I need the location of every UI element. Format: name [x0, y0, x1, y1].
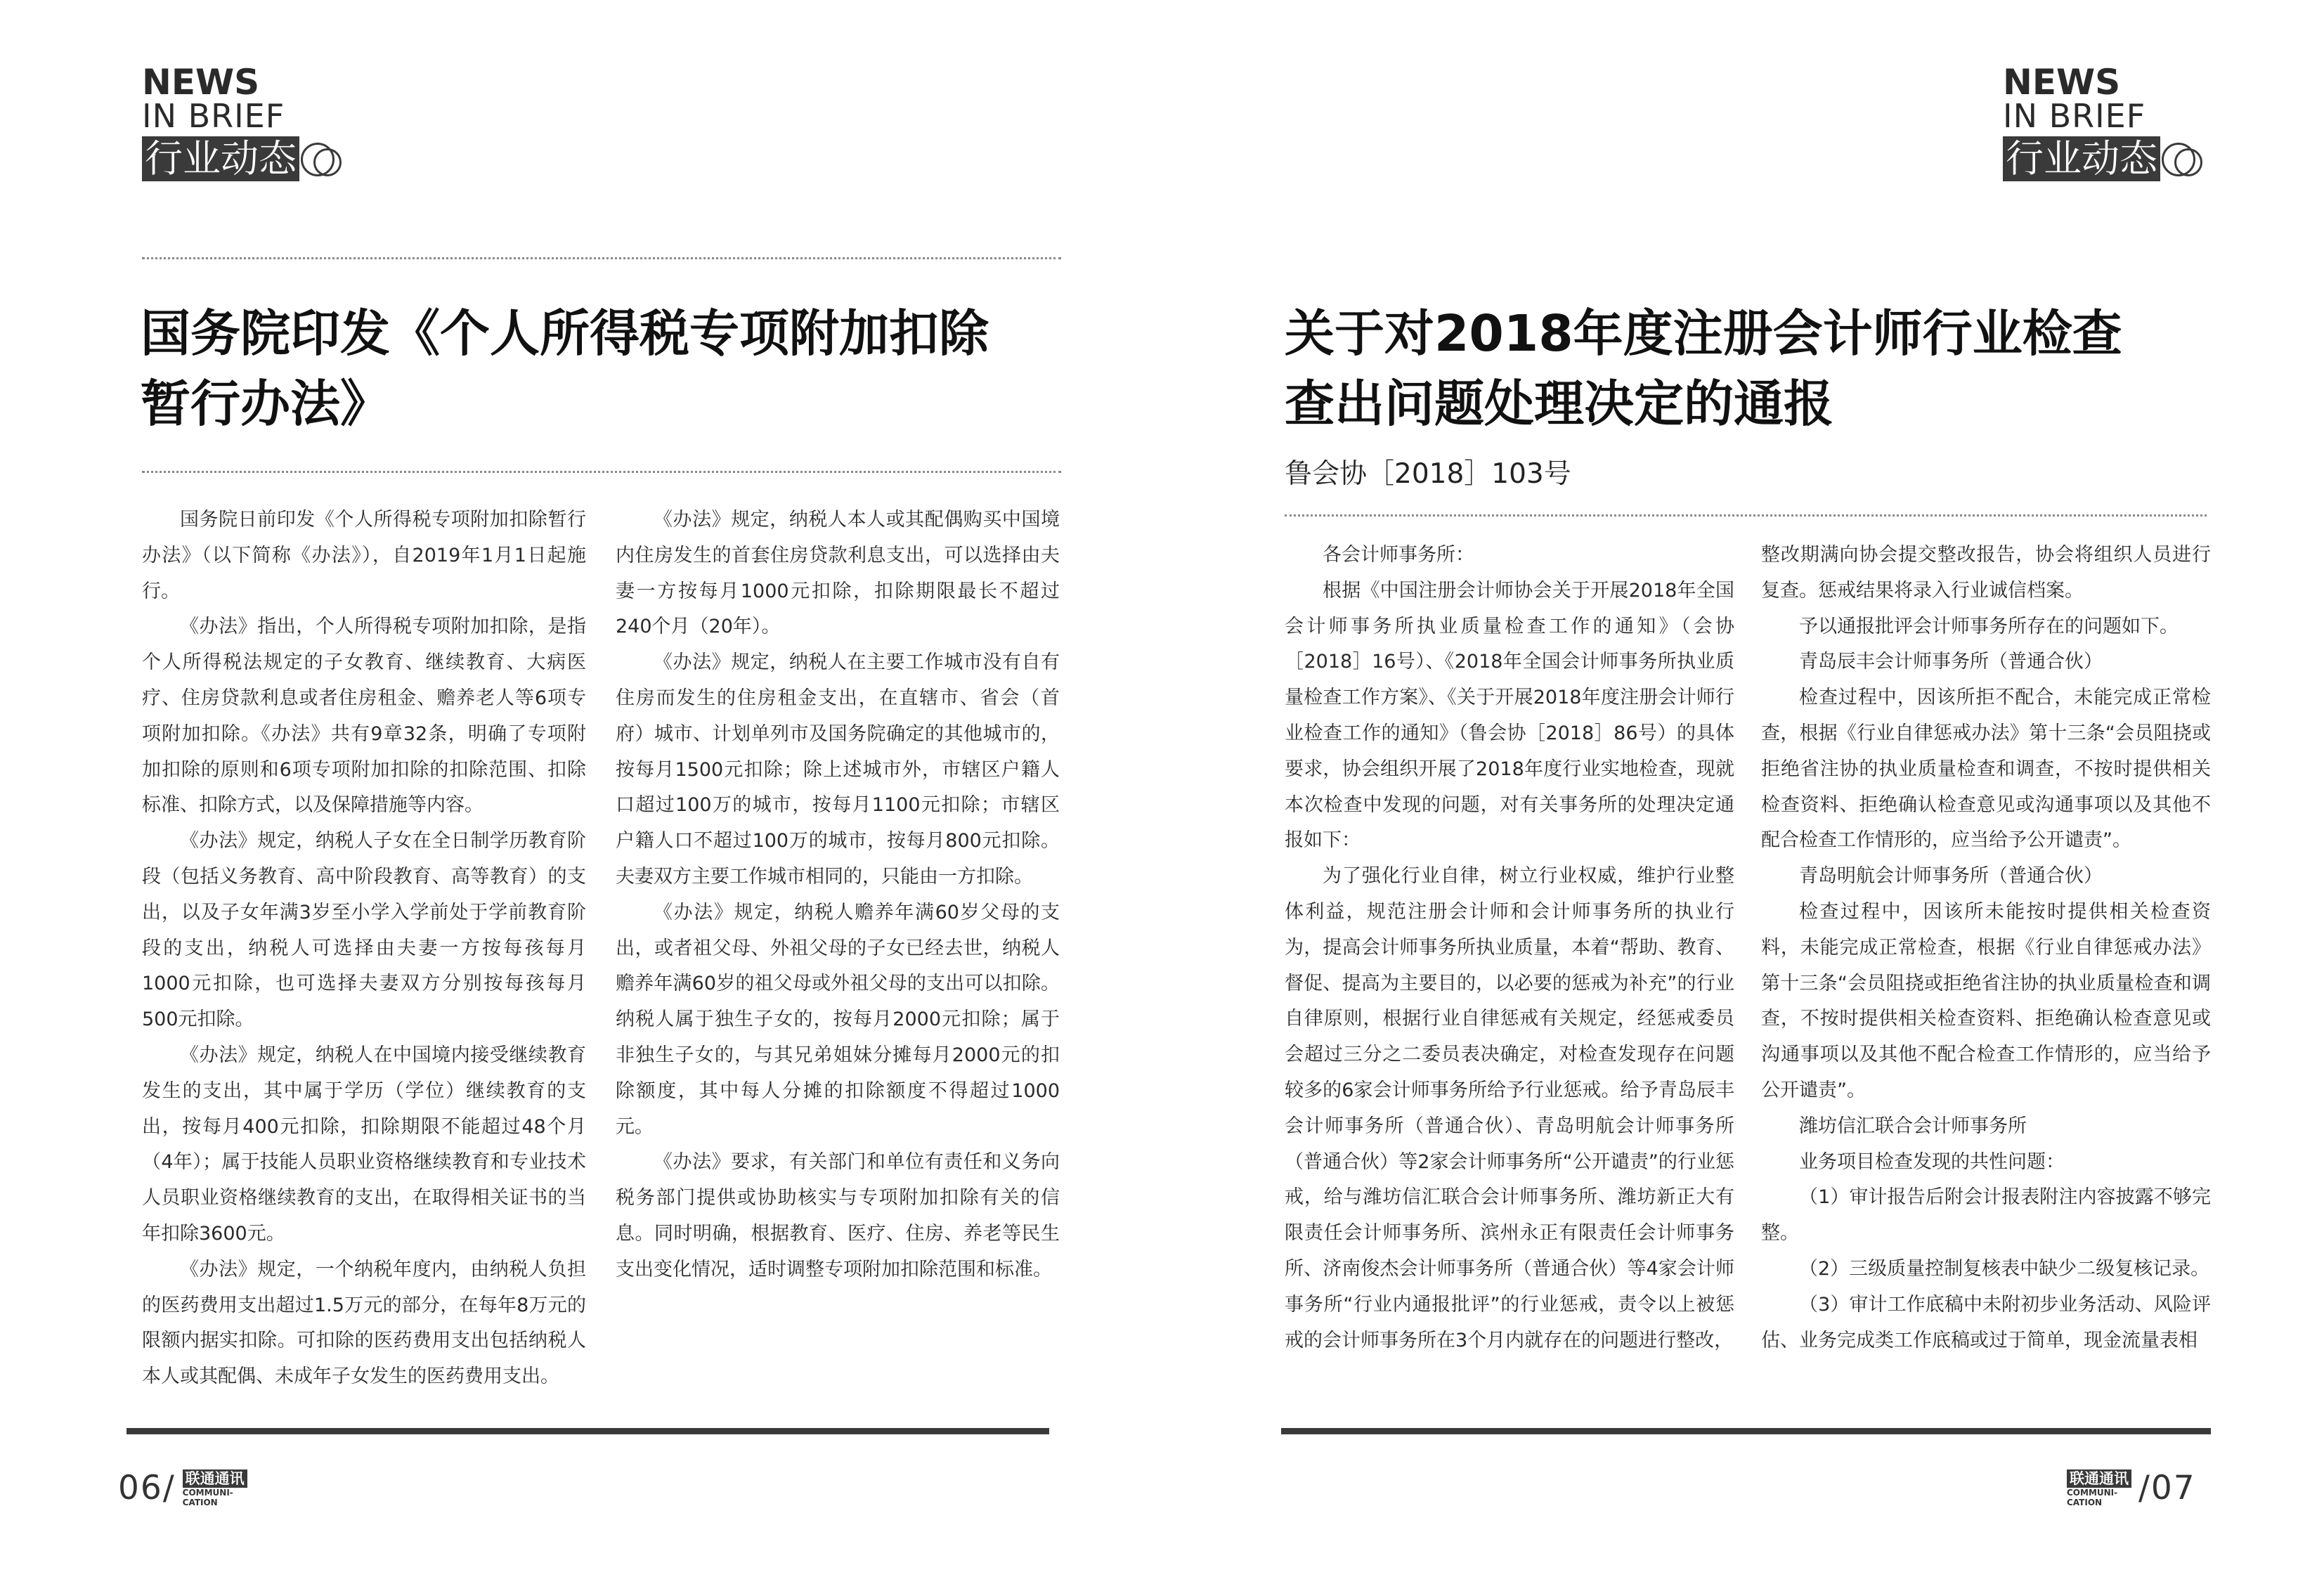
list-item: （2）三级质量控制复核表中缺少二级复核记录。 [1799, 1257, 2210, 1280]
dotted-divider [142, 471, 1061, 473]
page-number: 06/ [118, 1469, 176, 1507]
section-brand [2003, 62, 2202, 181]
footer-rule [1281, 1428, 2211, 1434]
brand-section-label: 行业动态 [142, 136, 299, 181]
title-line-2: 查出问题处理决定的通报 [1285, 375, 1834, 433]
body-column-2 [616, 502, 1060, 1288]
dotted-divider [142, 257, 1061, 259]
body-column-1 [1285, 538, 1734, 1358]
title-line-1: 关于对2018年度注册会计师行业检查 [1285, 304, 2122, 363]
title-line-2: 暂行办法》 [141, 375, 391, 433]
document-number: 鲁会协［2018］103号 [1285, 458, 1571, 490]
paragraph: 予以通报批评会计师事务所存在的问题如下。 [1799, 615, 2179, 637]
brand-in-brief: IN BRIEF [142, 97, 285, 135]
brand-news: NEWS [142, 62, 260, 103]
list-item: （3）审计工作底稿中未附初步业务活动、风险评估、业务完成类工作底稿或过于简单，现金流量表相 [1761, 1293, 2211, 1351]
paragraph: 《办法》规定，纳税人在中国境内接受继续教育发生的支出，其中属于学历（学位）继续教育的支出，按每月400元扣除，扣除期限不能超过48个月（4年）；属于技能人员职业资格继续教育和专业技术人员职业资格继续教育的支出，在取得相关证书的当年扣除3600元。 [142, 1044, 586, 1245]
brand-in-brief: IN BRIEF [2003, 97, 2146, 135]
title-line-1: 国务院印发《个人所得税专项附加扣除 [141, 304, 989, 363]
paragraph: 《办法》规定，纳税人在主要工作城市没有自有住房而发生的住房租金支出，在直辖市、省会（首府）城市、计划单列市及国务院确定的其他城市的，按每月1500元扣除；除上述城市外，市辖区户籍人口超过100万的城市，按每月1100元扣除；市辖区户籍人口不超过100万的城市，按每月800元扣除。夫妻双方主要工作城市相同的，只能由一方扣除。 [616, 651, 1060, 888]
magazine-logo [183, 1469, 247, 1507]
page-number: /07 [2138, 1469, 2196, 1507]
page-footer [2060, 1467, 2196, 1510]
list-item: （1）审计报告后附会计报表附注内容披露不够完整。 [1761, 1186, 2211, 1245]
magazine-logo [2067, 1469, 2131, 1507]
article-title [1285, 299, 2226, 439]
right-page [1162, 0, 2324, 1577]
paragraph: 《办法》指出，个人所得税专项附加扣除，是指个人所得税法规定的子女教育、继续教育、大病医疗、住房贷款利息或者住房租金、赡养老人等6项专项附加扣除。《办法》共有9章32条，明确了专项附加扣除的原则和6项专项附加扣除的扣除范围、扣除标准、扣除方式，以及保障措施等内容。 [142, 616, 586, 817]
rings-icon [2162, 138, 2202, 179]
logo-en-1: COMMUNI- [2067, 1488, 2118, 1498]
paragraph: 《办法》规定，纳税人本人或其配偶购买中国境内住房发生的首套住房贷款利息支出，可以选择由夫妻一方按每月1000元扣除，扣除期限最长不超过240个月（20年）。 [616, 509, 1060, 638]
paragraph: 国务院日前印发《个人所得税专项附加扣除暂行办法》（以下简称《办法》），自2019年1月1日起施行。 [142, 509, 586, 602]
body-column-2 [1761, 538, 2211, 1358]
rings-icon [301, 138, 342, 179]
paragraph: 各会计师事务所： [1323, 544, 1474, 566]
paragraph: 整改期满向协会提交整改报告，协会将组织人员进行复查。惩戒结果将录入行业诚信档案。 [1761, 544, 2211, 602]
brand-news: NEWS [2003, 62, 2121, 103]
footer-rule [126, 1428, 1049, 1434]
dotted-divider [1285, 514, 2207, 517]
paragraph: 《办法》要求，有关部门和单位有责任和义务向税务部门提供或协助核实与专项附加扣除有关的信息。同时明确，根据教育、医疗、住房、养老等民生支出变化情况，适时调整专项附加扣除范围和标准。 [616, 1151, 1060, 1280]
paragraph: 《办法》规定，一个纳税年度内，由纳税人负担的医药费用支出超过1.5万元的部分，在每年8万元的限额内据实扣除。可扣除的医药费用支出包括纳税人本人或其配偶、未成年子女发生的医药费用支出。 [142, 1258, 586, 1388]
body-column-1 [142, 502, 586, 1395]
section-brand [142, 62, 342, 181]
logo-cn: 联通通讯 [2067, 1469, 2131, 1488]
article-title [141, 299, 1068, 439]
firm-heading: 潍坊信汇联合会计师事务所 [1799, 1115, 2027, 1137]
logo-en-2: CATION [182, 1498, 218, 1507]
logo-en-1: COMMUNI- [182, 1488, 233, 1498]
paragraph: 检查过程中，因该所拒不配合，未能完成正常检查，根据《行业自律惩戒办法》第十三条“会员阻挠或拒绝省注协的执业质量检查和调查，不按时提供相关检查资料、拒绝确认检查意见或沟通事项以及其他不配合检查工作情形的，应当给予公开谴责”。 [1761, 687, 2211, 852]
logo-en-2: CATION [2067, 1498, 2103, 1507]
firm-heading: 青岛明航会计师事务所（普通合伙） [1799, 865, 2103, 888]
logo-cn: 联通通讯 [183, 1469, 247, 1488]
brand-section-label: 行业动态 [2003, 136, 2160, 181]
firm-heading: 青岛辰丰会计师事务所（普通合伙） [1799, 651, 2103, 673]
paragraph: 《办法》规定，纳税人赡养年满60岁父母的支出，或者祖父母、外祖父母的子女已经去世，纳税人赡养年满60岁的祖父母或外祖父母的支出可以扣除。纳税人属于独生子女的，按每月2000元扣除；属于非独生子女的，与其兄弟姐妹分摊每月2000元的扣除额度，其中每人分摊的扣除额度不得超过1000元。 [616, 901, 1060, 1138]
paragraph: 业务项目检查发现的共性问题： [1799, 1150, 2065, 1173]
paragraph: 检查过程中，因该所未能按时提供相关检查资料，未能完成正常检查，根据《行业自律惩戒办法》第十三条“会员阻挠或拒绝省注协的执业质量检查和调查，不按时提供相关检查资料、拒绝确认检查意见或沟通事项以及其他不配合检查工作情形的，应当给予公开谴责”。 [1761, 900, 2211, 1101]
page-footer [118, 1467, 254, 1510]
paragraph: 根据《中国注册会计师协会关于开展2018年全国会计师事务所执业质量检查工作的通知》（会协［2018］16号）、《2018年全国会计师事务所执业质量检查工作方案》、《关于开展2018年度注册会计师行业检查工作的通知》（鲁会协［2018］86号）的具体要求，协会组织开展了2018年度行业实地检查，现就本次检查中发现的问题，对有关事务所的处理决定通报如下： [1285, 579, 1734, 852]
paragraph: 《办法》规定，纳税人子女在全日制学历教育阶段（包括义务教育、高中阶段教育、高等教育）的支出，以及子女年满3岁至小学入学前处于学前教育阶段的支出，纳税人可选择由夫妻一方按每孩每月1000元扣除，也可选择夫妻双方分别按每孩每月500元扣除。 [142, 830, 586, 1031]
paragraph: 为了强化行业自律，树立行业权威，维护行业整体利益，规范注册会计师和会计师事务所的执业行为，提高会计师事务所执业质量，本着“帮助、教育、督促、提高为主要目的，以必要的惩戒为补充”的行业自律原则，根据行业自律惩戒有关规定，经惩戒委员会超过三分之二委员表决确定，对检查发现存在问题较多的6家会计师事务所给予行业惩戒。给予青岛辰丰会计师事务所（普通合伙）、青岛明航会计师事务所（普通合伙）等2家会计师事务所“公开谴责”的行业惩戒，给与潍坊信汇联合会计师事务所、潍坊新正大有限责任会计师事务所、滨州永正有限责任会计师事务所、济南俊杰会计师事务所（普通合伙）等4家会计师事务所“行业内通报批评”的行业惩戒，责令以上被惩戒的会计师事务所在3个月内就存在的问题进行整改， [1285, 865, 1734, 1351]
